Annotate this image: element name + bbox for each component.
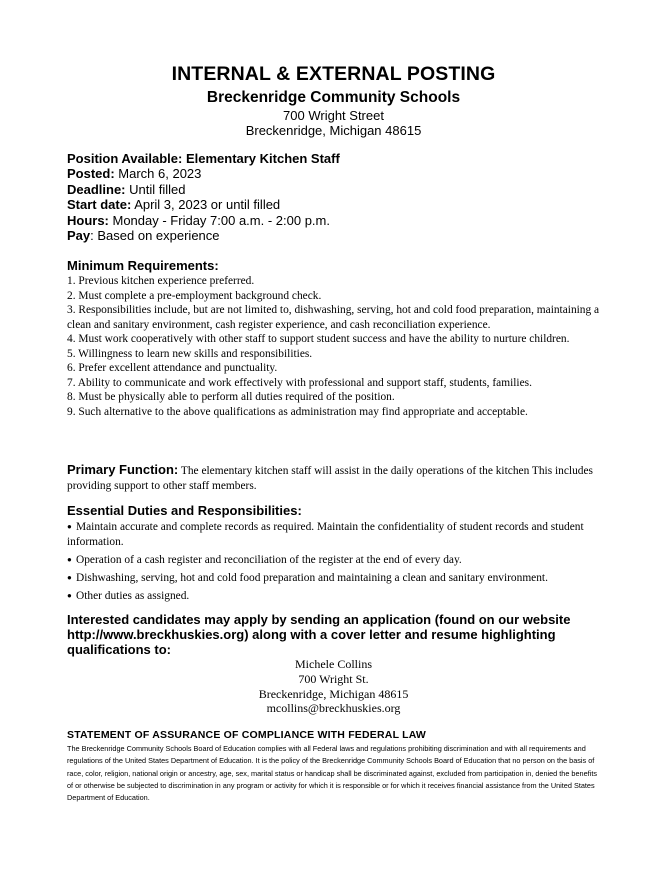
requirement-item: 4. Must work cooperatively with other staff to support student success and have the ability to nurture children. [67, 333, 570, 345]
bullet-icon: ● [67, 522, 72, 531]
duty-item: ● Maintain accurate and complete records as required. Maintain the confidentiality of student records and student information. [67, 521, 584, 548]
contact-city: Breckenridge, Michigan 48615 [258, 686, 409, 701]
requirement-item: 5. Willingness to learn new skills and responsibilities. [67, 347, 313, 360]
requirements-heading: Minimum Requirements: [67, 258, 219, 273]
requirement-item: 1. Previous kitchen experience preferred. [67, 275, 255, 287]
requirements-list [67, 274, 607, 419]
school-address-city: Breckenridge, Michigan 48615 [245, 123, 422, 138]
position-available: Position Available: Elementary Kitchen Staff [67, 151, 340, 166]
compliance-body: The Breckenridge Community Schools Board of Education complies with all Federal laws and regulations prohibiting discrimination and with all requirements and regulations of the United States Department of Education. It is the policy of the Breckenridge Community Schools Board of Education that no person on the basis of race, color, religion, national origin or ancestry, age, sex, marital status or handicap shall be discriminated against, excluded from participation in, denied the benefits of or otherwise be subjected to discrimination in any program or activity for which it is responsible or for which it receives financial assistance from the United States Department of Education. [67, 744, 597, 803]
requirement-item: 2. Must complete a pre-employment background check. [67, 289, 322, 302]
school-name: Breckenridge Community Schools [206, 89, 461, 106]
contact-name: Michele Collins [295, 657, 372, 671]
duty-item: ● Operation of a cash register and reconciliation of the register at the end of every day. [67, 553, 462, 566]
primary-function [67, 462, 607, 494]
contact-street: 700 Wright St. [298, 671, 369, 686]
requirement-item: 3. Responsibilities include, but are not limited to, dishwashing, serving, hot and cold food preparation, maintaining a clean and sanitary environment, cash register experience, and cash reconciliation experience. [67, 304, 600, 331]
requirement-item: 7. Ability to communicate and work effectively with professional and support staff, students, families. [67, 376, 532, 389]
requirement-item: 6. Prefer excellent attendance and punctuality. [67, 362, 278, 374]
pay: Pay: Based on experience [67, 228, 220, 244]
hours: Hours: Monday - Friday 7:00 a.m. - 2:00 p.m. [67, 212, 330, 228]
contact-block [0, 657, 667, 716]
position-details [67, 151, 607, 243]
compliance-statement [67, 729, 607, 804]
requirement-item: 9. Such alternative to the above qualifications as administration may find appropriate and acceptable. [67, 405, 528, 418]
application-instructions: Interested candidates may apply by sending an application (found on our website http://www.breckhuskies.org) along with a cover letter and resume highlighting qualifications to: [67, 612, 571, 657]
requirement-item: 8. Must be physically able to perform all duties required of the position. [67, 391, 395, 403]
bullet-icon: ● [67, 554, 72, 564]
primary-function-text: The elementary kitchen staff will assist in the daily operations of the kitchen This includes providing support to other staff members. [67, 465, 593, 492]
posting-title: INTERNAL & EXTERNAL POSTING [171, 63, 496, 85]
duty-item: ● Dishwashing, serving, hot and cold food preparation and maintaining a clean and sanitary environment. [67, 571, 548, 584]
duty-item: ● Other duties as assigned. [67, 589, 190, 602]
bullet-icon: ● [67, 590, 72, 600]
primary-function-label: Primary Function: [67, 462, 179, 477]
bullet-icon: ● [67, 572, 72, 582]
contact-email[interactable]: mcollins@breckhuskies.org [266, 701, 401, 716]
duties-heading: Essential Duties and Responsibilities: [67, 503, 302, 518]
deadline: Deadline: Until filled [67, 181, 186, 197]
essential-duties [67, 503, 607, 607]
compliance-title: STATEMENT OF ASSURANCE OF COMPLIANCE WITH FEDERAL LAW [67, 729, 427, 741]
school-address-street: 700 Wright Street [283, 108, 384, 123]
start-date: Start date: April 3, 2023 or until filled [67, 197, 281, 213]
posted-date: Posted: March 6, 2023 [67, 166, 202, 182]
minimum-requirements [67, 258, 607, 419]
